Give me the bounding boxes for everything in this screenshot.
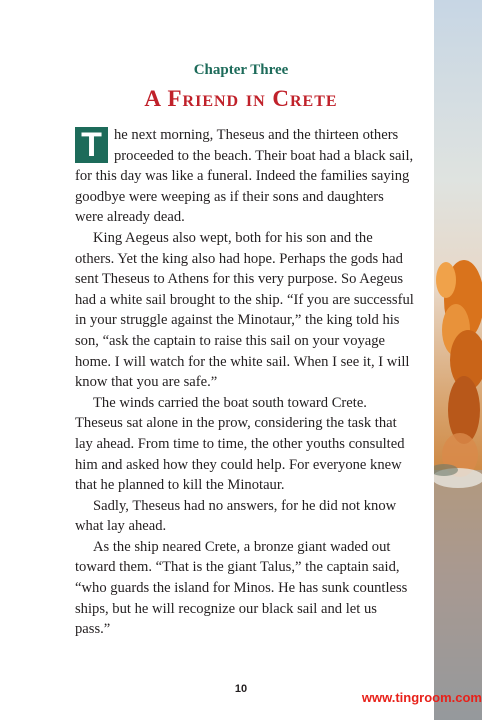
paragraph: [75, 125, 415, 228]
paragraph: King Aegeus also wept, both for his son and the others. Yet the king also had hope. Perhaps the gods had sent Theseus to Athens for this very purpose. So Aegeus had a white sail brought to the ship. “If you are successful in your struggle against the Minotaur,” the king told his son, “ask the captain to raise this sail on your voyage home. I will watch for the white sail. When I see it, I will know that you are safe.”: [75, 229, 414, 391]
chapter-label: Chapter Three: [193, 62, 289, 78]
watermark: www.tingroom.com: [361, 690, 482, 705]
chapter-title: A Friend in Crete: [144, 86, 338, 111]
body-text: [75, 125, 415, 640]
paragraph: Sadly, Theseus had no answers, for he did not know what lay ahead.: [75, 497, 397, 535]
page-number: 10: [234, 683, 248, 695]
drop-cap: T: [75, 127, 108, 163]
paragraph-text: he next morning, Theseus and the thirteen others proceeded to the beach. Their boat had a black sail, for this day was like a funeral. Indeed the families saying goodbye were weeping as if their sons and daughters were already dead.: [75, 127, 414, 226]
paragraph: The winds carried the boat south toward Crete. Theseus sat alone in the prow, considering the task that lay ahead. From time to time, the other youths consulted him and asked how they could help. For everyone knew that he planned to kill the Minotaur.: [75, 394, 405, 494]
paragraph: As the ship neared Crete, a bronze giant waded out toward them. “That is the giant Talus,” the captain said, “who guards the island for Minos. He has sunk countless ships, but he will recognize our black sail and let us pass.”: [75, 538, 408, 638]
